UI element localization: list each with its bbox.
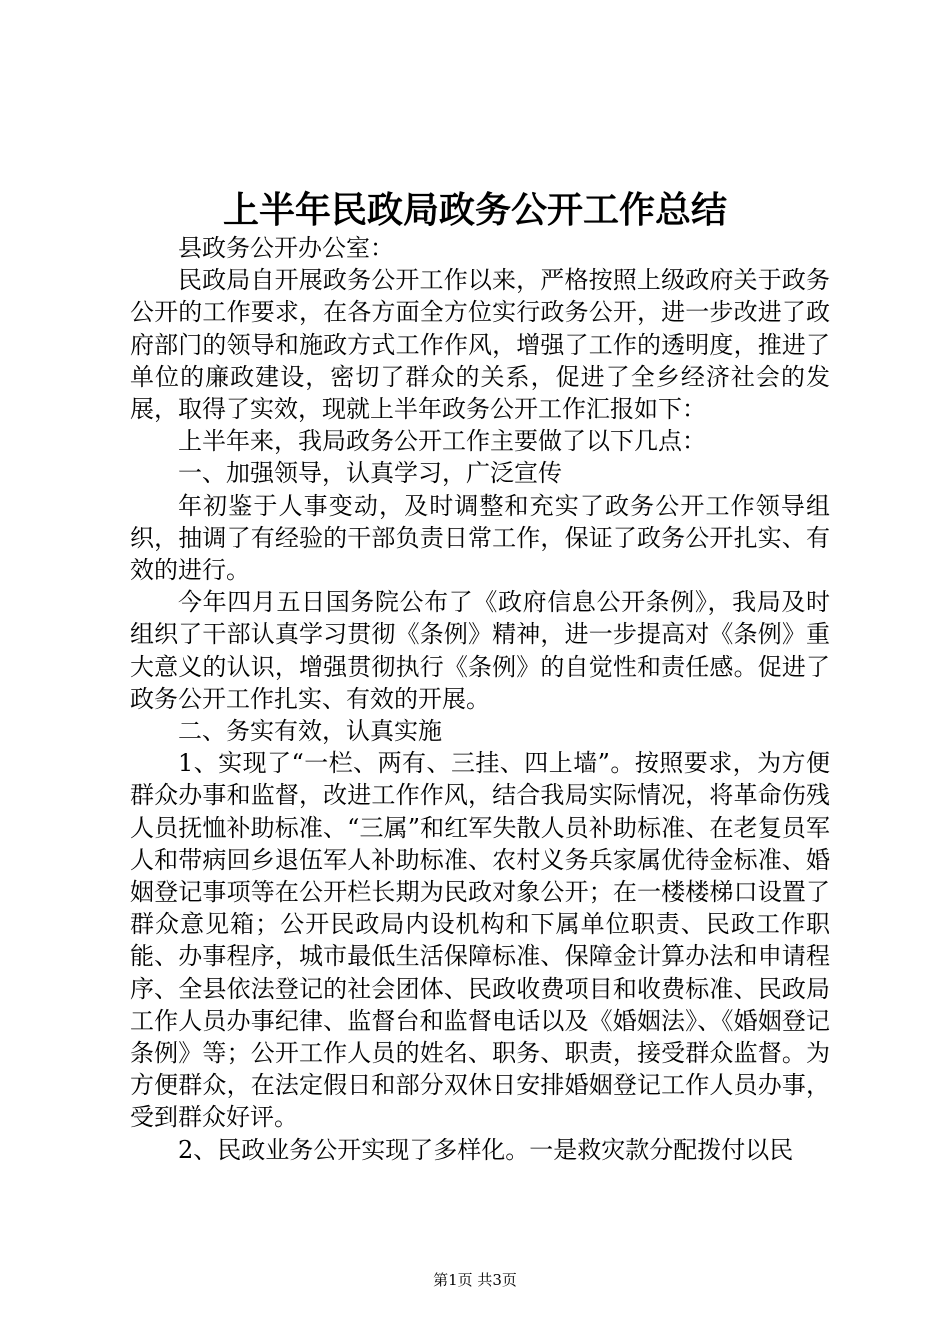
body-paragraph: 今年四月五日国务院公布了《政府信息公开条例》，我局及时组织了干部认真学习贯彻《条例》精神，进一步提高对《条例》重大意义的认识，增强贯彻执行《条例》的自觉性和责任感。促进了政务公开工作扎实、有效的开展。: [130, 588, 830, 713]
salutation-paragraph: 县政务公开办公室：: [178, 234, 394, 262]
section-heading-2: 二、务实有效，认真实施: [178, 717, 442, 746]
document-body: [130, 232, 830, 1166]
body-paragraph: 2、民政业务公开实现了多样化。一是救灾款分配拨付以民: [178, 1135, 794, 1164]
document-title: 上半年民政局政务公开工作总结: [222, 189, 727, 231]
intro-paragraph: 民政局自开展政务公开工作以来，严格按照上级政府关于政务公开的工作要求，在各方面全方位实行政务公开，进一步改进了政府部门的领导和施政方式工作作风，增强了工作的透明度，推进了单位的廉政建设，密切了群众的关系，促进了全乡经济社会的发展，取得了实效，现就上半年政务公开工作汇报如下：: [130, 266, 830, 424]
body-paragraph: 年初鉴于人事变动，及时调整和充实了政务公开工作领导组织，抽调了有经验的干部负责日常工作，保证了政务公开扎实、有效的进行。: [130, 491, 830, 585]
summary-lead-paragraph: 上半年来，我局政务公开工作主要做了以下几点：: [178, 427, 706, 456]
page-number: 第1页 共3页: [433, 1271, 517, 1289]
section-heading-1: 一、加强领导，认真学习，广泛宣传: [178, 459, 562, 488]
body-paragraph: 1、实现了“一栏、两有、三挂、四上墙”。按照要求，为方便群众办事和监督，改进工作作风，结合我局实际情况，将革命伤残人员抚恤补助标准、“三属”和红军失散人员补助标准、在老复员军人和带病回乡退伍军人补助标准、农村义务兵家属优待金标准、婚姻登记事项等在公开栏长期为民政对象公开；在一楼楼梯口设置了群众意见箱；公开民政局内设机构和下属单位职责、民政工作职能、办事程序，城市最低生活保障标准、保障金计算办法和申请程序、全县依法登记的社会团体、民政收费项目和收费标准、民政局工作人员办事纪律、监督台和监督电话以及《婚姻法》、《婚姻登记条例》等；公开工作人员的姓名、职务、职责，接受群众监督。为方便群众，在法定假日和部分双休日安排婚姻登记工作人员办事，受到群众好评。: [130, 749, 830, 1132]
